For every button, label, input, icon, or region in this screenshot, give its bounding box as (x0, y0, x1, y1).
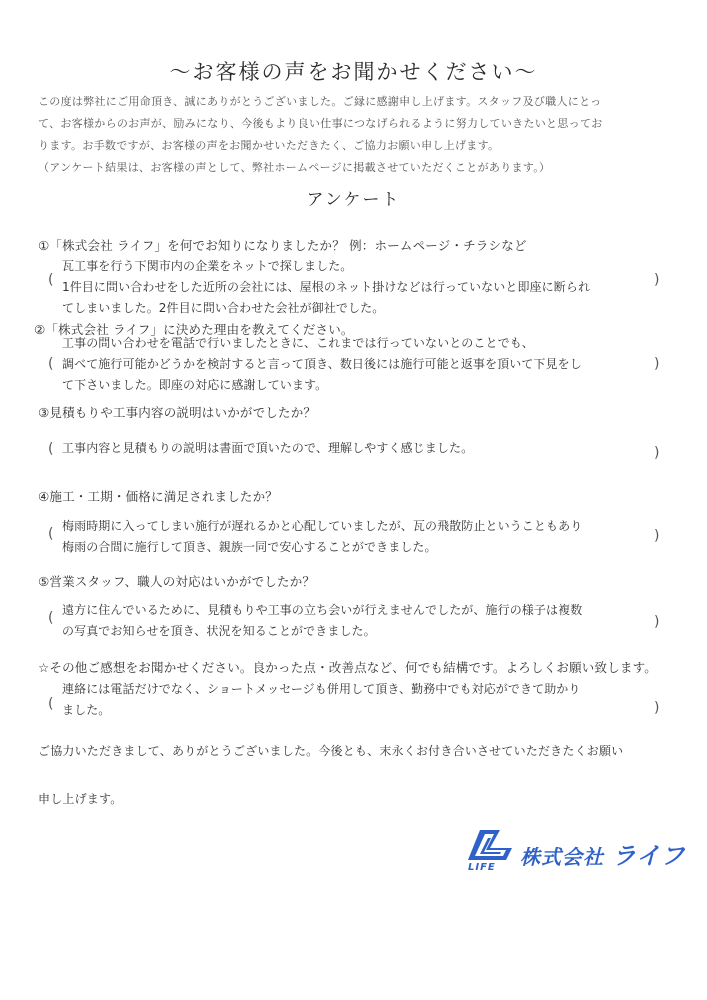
intro-line: （アンケート結果は、お客様の声として、弊社ホームページに掲載させていただくことがあります。） (38, 161, 551, 174)
answer-line: 1件目に問い合わせをした近所の会社には、屋根のネット掛けなどは行っていないと即座に断られ (62, 280, 591, 294)
answer-line: の写真でお知らせを頂き、状況を知ることができました。 (62, 624, 376, 638)
paren-open: ( (48, 696, 54, 712)
logo-sub-text: LIFE (468, 862, 496, 873)
logo-text (520, 836, 686, 871)
paren-open: ( (48, 356, 54, 372)
paren-close: ) (654, 614, 660, 630)
intro-line: この度は弊社にご用命頂き、誠にありがとうございました。ご縁に感謝申し上げます。スタッフ及び職人にとっ (38, 95, 602, 108)
answer-1 (62, 256, 642, 319)
paren-open: ( (48, 272, 54, 288)
logo-company: 株式会社 (520, 845, 604, 869)
answer-line: 工事内容と見積もりの説明は書面で頂いたので、理解しやすく感じました。 (62, 441, 474, 455)
paren-close: ) (654, 445, 660, 461)
answer-line: 調べて施行可能かどうかを検討すると言って頂き、数日後には施行可能と返事を頂いて下見をし (62, 357, 582, 371)
answer-line: 梅雨時期に入ってしまい施行が遅れるかと心配していましたが、瓦の飛散防止ということもあり (62, 519, 583, 533)
answer-3 (62, 438, 642, 459)
answer-2 (62, 333, 642, 396)
paren-close: ) (654, 528, 660, 544)
question-6: ☆その他ご感想をお聞かせください。良かった点・改善点など、何でも結構です。よろしくお願い致します。 (38, 660, 658, 675)
survey-title: アンケート (306, 190, 401, 210)
answer-line: ました。 (62, 703, 111, 717)
paren-open: ( (48, 441, 54, 457)
answer-line: 工事の問い合わせを電話で行いましたときに、これまでは行っていないとのことでも、 (62, 336, 534, 350)
answer-line: 連絡には電話だけでなく、ショートメッセージも併用して頂き、勤務中でも対応ができて助かり (62, 682, 581, 696)
question-5: ⑤営業スタッフ、職人の対応はいかがでしたか？ (38, 574, 316, 589)
question-1: ①「株式会社 ライフ」を何でお知りになりましたか？ 例：ホームページ・チラシなど (38, 238, 527, 253)
paren-close: ) (654, 272, 660, 288)
paren-close: ) (654, 700, 660, 716)
question-3: ③見積もりや工事内容の説明はいかがでしたか？ (38, 405, 317, 420)
intro-line: て、お客様からのお声が、励みになり、今後もより良い仕事につなげられるように努力していきたいと思ってお (38, 117, 603, 130)
company-logo (466, 828, 686, 878)
intro-line: ります。お手数ですが、お客様の声をお聞かせいただきたく、ご協力お願い申し上げます。 (38, 139, 500, 152)
paren-close: ) (654, 356, 660, 372)
answer-line: てしまいました。2件目に問い合わせた会社が御社でした。 (62, 301, 385, 315)
question-2: ②「株式会社 ライフ」に決めた理由を教えてください。 (34, 322, 354, 337)
answer-4 (62, 516, 642, 558)
answer-5 (62, 600, 642, 642)
closing-line: ご協力いただきまして、ありがとうございました。今後とも、末永くお付き合いさせていただきたくお願い (38, 744, 624, 758)
paren-open: ( (48, 610, 54, 626)
page-title: 〜お客様の声をお聞かせください〜 (169, 60, 538, 84)
logo-name: ライフ (611, 842, 686, 870)
intro-text (38, 91, 688, 179)
closing-line: 申し上げます。 (38, 792, 123, 806)
answer-line: 瓦工事を行う下関市内の企業をネットで探しました。 (62, 259, 353, 273)
paren-open: ( (48, 526, 54, 542)
answer-6 (62, 679, 642, 721)
answer-line: て下さいました。即座の対応に感謝しています。 (62, 378, 328, 392)
answer-line: 遠方に住んでいるために、見積もりや工事の立ち会いが行えませんでしたが、施行の様子は複数 (62, 603, 583, 617)
logo-mark-icon (466, 828, 518, 864)
question-4: ④施工・工期・価格に満足されましたか？ (38, 489, 279, 504)
answer-line: 梅雨の合間に施行して頂き、親族一同で安心することができました。 (62, 540, 437, 554)
